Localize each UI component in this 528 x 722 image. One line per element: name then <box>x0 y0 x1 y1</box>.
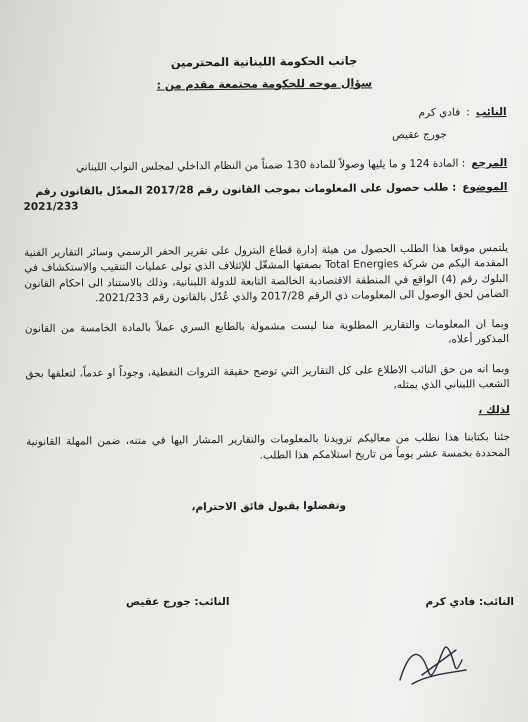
request-paragraph: جئنا بكتابنا هذا نطلب من معاليكم تزويدنا بالمعلومات والتقارير المشار اليها في متنه، ضمن المهلة القانونية المحددة بخمسة عشر يوماً من تاريخ استلامكم هذا الطلب. <box>25 430 511 462</box>
signature-label-left: النائب: جورج عقيص <box>126 596 230 608</box>
mp-name-2: جورج عقيص <box>392 128 447 141</box>
addressee-heading: جانب الحكومة اللبنانية المحترمين <box>170 53 358 70</box>
subject-line-1: : طلب حصول على المعلومات بموجب القانون رقم 2017/28 المعدّل بالقانون رقم <box>35 181 457 198</box>
mp-name-1: فادي كرم <box>418 106 461 119</box>
closing-line: وتفضلوا بقبول فائق الاحترام، <box>191 499 347 514</box>
subject-label: الموضوع <box>462 180 508 193</box>
paragraph-3: وبما انه من حق النائب الاطلاع على كل التقارير التي توضح حقيقة الثروات النفطية، وجوداً او عدماً، لتعلقها بحق الشعب اللبناني الذي يمثله، <box>25 362 510 392</box>
letter-body <box>22 52 511 518</box>
paragraph-2: وبما ان المعلومات والتقارير المطلوبة منا ليست مشمولة بالطابع السري عملاً بالمادة الخامسة من القانون المذكور أعلاه، <box>24 317 510 346</box>
reference-text: : المادة 124 و ما يليها وصولاً للمادة 130 ضمناً من النظام الداخلي لمجلس النواب اللبناني <box>75 157 466 174</box>
mp-colon: : <box>466 106 470 119</box>
therefore-heading: لذلك ، <box>478 403 510 416</box>
mp-row <box>23 105 507 126</box>
handwritten-signature-icon <box>392 630 472 690</box>
paragraph-1: يلتمس موقعا هذا الطلب الحصول من هيئة إدارة قطاع البترول على تقرير الحفر الرسمي وسائر التقارير الفنية المقدمة اليكم من شركة Total Energies بصفتها المشغّل للإئتلاف الذي تولى عمليات التنقيب والاستكشاف في البلوك رقم (4) الواقع في المنطقة الاقتصادية الخالصة التابعة للدولة اللبنانية، وذلك بالاستناد الى احكام القانون الضامن لحق الوصول الى المعلومات ذي الرقم 2017/28 والذي عُدّل بالقانون رقم 2021/233. <box>24 241 509 305</box>
reference-label: المرجع <box>471 156 508 170</box>
mp-label: النائب <box>475 105 507 119</box>
question-title: سؤال موجه للحكومة مجتمعة مقدم من : <box>156 75 373 92</box>
signature-label-right: النائب: فادي كرم <box>425 596 514 608</box>
subject-line-2: 2021/233 <box>23 200 79 214</box>
